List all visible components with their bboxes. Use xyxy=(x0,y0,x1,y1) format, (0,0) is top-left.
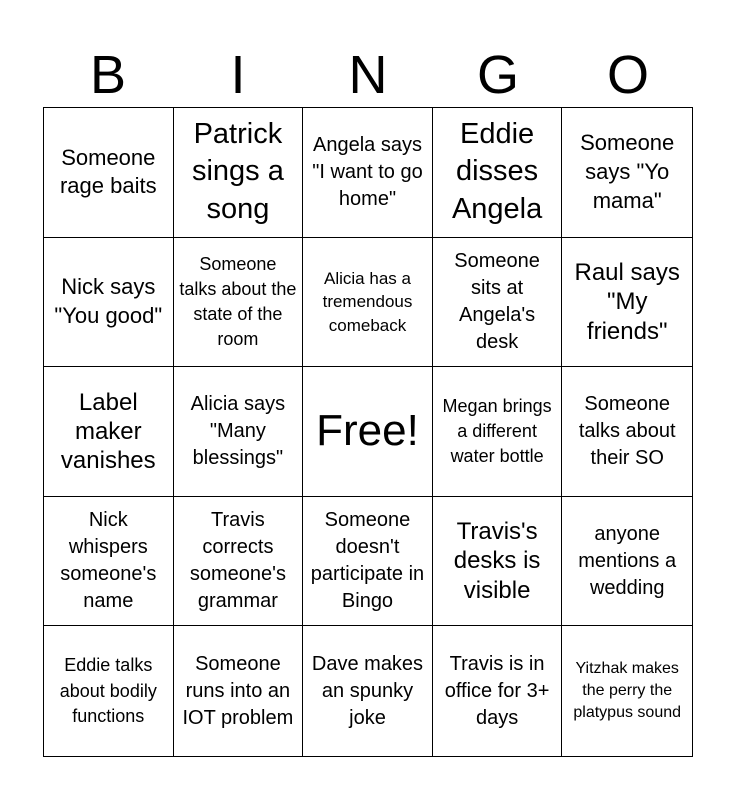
bingo-cell-n5[interactable]: Dave makes an spunky joke xyxy=(303,626,433,756)
bingo-cell-g2[interactable]: Someone sits at Angela's desk xyxy=(433,238,563,368)
bingo-cell-i3[interactable]: Alicia says "Many blessings" xyxy=(174,367,304,497)
bingo-cell-b3[interactable]: Label maker vanishes xyxy=(44,367,174,497)
bingo-cell-i4[interactable]: Travis corrects someone's grammar xyxy=(174,497,304,627)
header-letter-n: N xyxy=(348,45,388,105)
bingo-cell-g3[interactable]: Megan brings a different water bottle xyxy=(433,367,563,497)
header-letter-b: B xyxy=(89,45,127,105)
bingo-cell-g1[interactable]: Eddie disses Angela xyxy=(433,108,563,238)
header-letter-i: I xyxy=(230,45,246,105)
bingo-cell-free[interactable]: Free! xyxy=(303,367,433,497)
bingo-cell-i5[interactable]: Someone runs into an IOT problem xyxy=(174,626,304,756)
bingo-cell-o5[interactable]: Yitzhak makes the perry the platypus sound xyxy=(573,659,682,722)
bingo-cell-b5[interactable]: Eddie talks about bodily functions xyxy=(44,626,174,756)
bingo-board xyxy=(43,107,693,757)
header-letter-g: G xyxy=(476,45,519,105)
bingo-cell-i2[interactable]: Someone talks about the state of the room xyxy=(174,238,304,368)
bingo-cell-n2[interactable]: Alicia has a tremendous comeback xyxy=(303,238,433,368)
bingo-cell-n1[interactable]: Angela says "I want to go home" xyxy=(303,108,433,238)
bingo-cell-o3[interactable]: Someone talks about their SO xyxy=(562,367,692,497)
header-letter-o: O xyxy=(606,45,649,105)
bingo-cell-b4[interactable]: Nick whispers someone's name xyxy=(44,497,174,627)
bingo-cell-g5[interactable]: Travis is in office for 3+ days xyxy=(433,626,563,756)
bingo-cell-i1[interactable]: Patrick sings a song xyxy=(174,108,304,238)
bingo-cell-o4[interactable]: anyone mentions a wedding xyxy=(562,497,692,627)
bingo-cell-b1[interactable]: Someone rage baits xyxy=(44,108,174,238)
bingo-cell-b2[interactable]: Nick says "You good" xyxy=(44,238,174,368)
bingo-cell-o1[interactable]: Someone says "Yo mama" xyxy=(562,108,692,238)
bingo-cell-o2[interactable]: Raul says "My friends" xyxy=(562,238,692,368)
bingo-header xyxy=(43,40,693,110)
bingo-cell-n4[interactable]: Someone doesn't participate in Bingo xyxy=(303,497,433,627)
bingo-cell-g4[interactable]: Travis's desks is visible xyxy=(433,497,563,627)
